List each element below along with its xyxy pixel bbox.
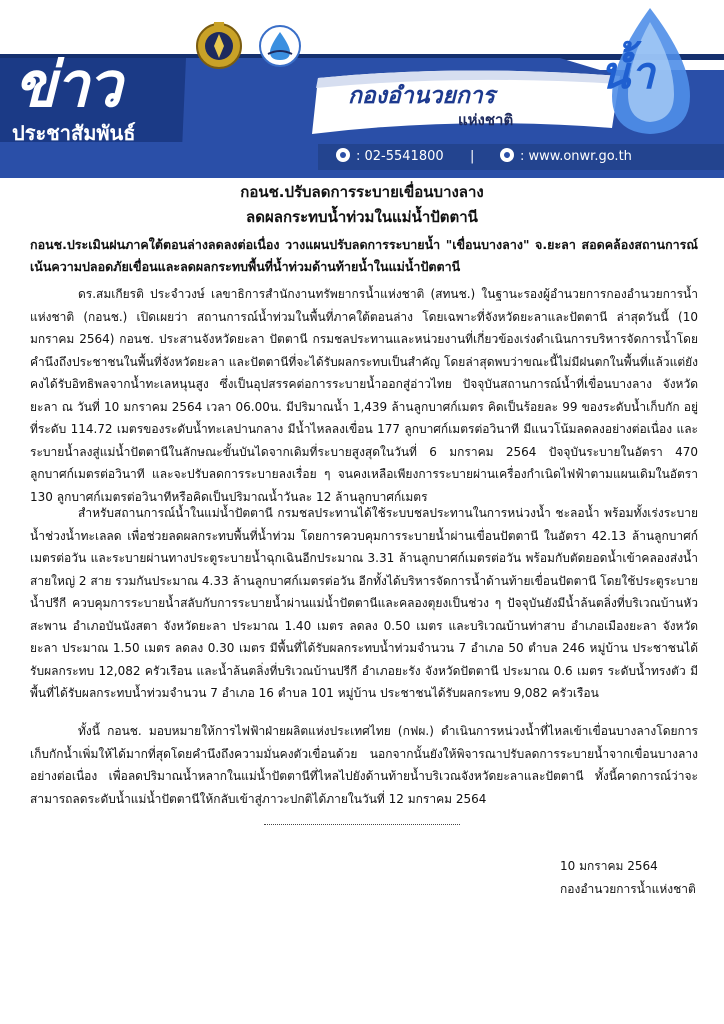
org-water-word: น้ำ	[600, 48, 655, 99]
phone-number: : 02-5541800	[356, 149, 444, 164]
web-contact	[500, 148, 632, 166]
website-url: : www.onwr.go.th	[520, 149, 632, 164]
dotted-divider	[264, 824, 460, 825]
article-title-line1: กอนช.ปรับลดการระบายเขื่อนบางลาง	[240, 183, 484, 201]
article-paragraph-3	[30, 720, 698, 810]
signature-org: กองอำนวยการน้ำแห่งชาติ	[560, 882, 696, 896]
article-paragraph-1	[30, 283, 698, 508]
government-seal-icon	[196, 20, 242, 70]
onwr-logo-icon	[258, 24, 302, 68]
contact-separator: |	[470, 149, 475, 164]
paragraph-2-text: สำหรับสถานการณ์น้ำในแม่น้ำปัตตานี กรมชลประทานได้ใช้ระบบชลประทานในการหน่วงน้ำ ชะลอน้ำ พร้อมทั้งเร่งระบายน้ำช่วงน้ำทะเลลด เพื่อช่วยลดผลกระทบพื้นที่น้ำท่วม โดยการควบคุมการระบายน้ำผ่านเขื่อนปัตตานี ในอัตรา 42.13 ล้านลูกบาศก์เมตรต่อวัน และระบายผ่านทางประตูระบายน้ำฉุกเฉินอีกประมาณ 3.31 ล้านลูกบาศก์เมตรต่อวัน พร้อมกับตัดยอดน้ำเข้าคลองส่งน้ำสายใหญ่ 2 สาย รวมกันประมาณ 4.33 ล้านลูกบาศก์เมตรต่อวัน อีกทั้งได้บริหารจัดการน้ำด้านท้ายเขื่อนปัตตานี โดยใช้ประตูระบายน้ำปรีกี ควบคุมการระบายน้ำสลับกับการระบายน้ำผ่านแม่น้ำปัตตานีและคลองตุยงเป็นช่วง ๆ ปัจจุบันยังมีน้ำล้นตลิ่งที่บริเวณบ้านหัวสะพาน อำเภอบันนังสตา จังหวัดยะลา ประมาณ 1.40 เมตร ลดลง 0.50 เมตร และบริเวณบ้านท่าสาบ อำเภอเมืองยะลา จังหวัดยะลา ประมาณ 1.50 เมตร ลดลง 0.30 เมตร มีพื้นที่ได้รับผลกระทบน้ำท่วมจำนวน 7 อำเภอ 50 ตำบล 246 หมู่บ้าน ประชาชนได้รับผลกระทบ 12,082 ครัวเรือน และน้ำล้นตลิ่งที่บริเวณบ้านปรีกี อำเภอยะรัง จังหวัดปัตตานี ประมาณ 0.6 เมตร ระดับน้ำทรงตัว มีพื้นที่ได้รับผลกระทบน้ำท่วมจำนวน 7 อำเภอ 16 ตำบล 101 หมู่บ้าน ประชาชนได้รับผลกระทบ 9,082 ครัวเรือน	[30, 506, 698, 700]
org-name: กองอำนวยการ	[348, 83, 496, 109]
article-title-line2: ลดผลกระทบน้ำท่วมในแม่น้ำปัตตานี	[246, 208, 478, 226]
web-icon	[500, 148, 514, 162]
paragraph-1-text: ดร.สมเกียรติ ประจำวงษ์ เลขาธิการสำนักงานทรัพยากรน้ำแห่งชาติ (สทนช.) ในฐานะรองผู้อำนวยการกองอำนวยการน้ำแห่งชาติ (กอนช.) เปิดเผยว่า สถานการณ์น้ำท่วมในพื้นที่ภาคใต้ตอนล่าง โดยเฉพาะที่จังหวัดยะลาและปัตตานี ล่าสุดวันนี้ (10 มกราคม 2564) กอนช. ประสานจังหวัดยะลา ปัตตานี กรมชลประทานและหน่วยงานที่เกี่ยวข้องเร่งดำเนินการบริหารจัดการน้ำโดยคำนึงถึงประชาชนในพื้นที่จังหวัดยะลา และปัตตานีที่จะได้รับผลกระทบเป็นสำคัญ โดยล่าสุดพบว่าขณะนี้ไม่มีฝนตกในพื้นที่แล้วแต่ยังคงได้รับอิทธิพลจากน้ำทะเลหนุนสูง ซึ่งเป็นอุปสรรคต่อการระบายน้ำออกสู่อ่าวไทย ปัจจุบันสถานการณ์น้ำที่เขื่อนบางลาง จังหวัดยะลา ณ วันที่ 10 มกราคม 2564 เวลา 06.00น. มีปริมาณน้ำ 1,439 ล้านลูกบาศก์เมตร คิดเป็นร้อยละ 99 ของระดับน้ำเก็บกัก อยู่ที่ระดับ 114.72 เมตรของระดับน้ำทะเลปานกลาง มีน้ำไหลลงเขื่อน 177 ลูกบาศก์เมตรต่อวินาที มีแนวโน้มลดลงอย่างต่อเนื่อง และระบายน้ำลงสู่แม่น้ำปัตตานีในลักษณะขั้นบันไดจากเดิมที่ระบายสูงสุดในวันที่ 6 มกราคม 2564 ปัจจุบันระบายในอัตรา 470 ลูกบาศก์เมตรต่อวินาที และจะปรับลดการระบายลงเรื่อย ๆ จนคงเหลือเพียงการระบายผ่านเครื่องกำเนิดไฟฟ้าตามแผนเดิมในอัตรา 130 ลูกบาศก์เมตรต่อวินาทีหรือคิดเป็นปริมาณน้ำวันละ 12 ล้านลูกบาศก์เมตร	[30, 287, 698, 504]
brand-subtitle: ประชาสัมพันธ์	[12, 121, 136, 145]
phone-icon	[336, 148, 350, 162]
header-banner	[0, 0, 724, 178]
paragraph-3-text: ทั้งนี้ กอนช. มอบหมายให้การไฟฟ้าฝ่ายผลิตแห่งประเทศไทย (กฟผ.) ดำเนินการหน่วงน้ำที่ไหลเข้าเขื่อนบางลางโดยการเก็บกักน้ำเพิ่มให้ได้มากที่สุดโดยคำนึงถึงความมั่นคงตัวเขื่อนด้วย นอกจากนั้นยังให้พิจารณาปรับลดการระบายน้ำจากเขื่อนบางลางอย่างต่อเนื่อง เพื่อลดปริมาณน้ำหลากในแม่น้ำปัตตานีที่ไหลไปยังด้านท้ายน้ำบริเวณจังหวัดยะลาและปัตตานี ทั้งนี้คาดการณ์ว่าจะสามารถลดระดับน้ำแม่น้ำปัตตานีให้กลับเข้าสู่ภาวะปกติได้ภายในวันที่ 12 มกราคม 2564	[30, 724, 698, 806]
article-lead: กอนช.ประเมินฝนภาคใต้ตอนล่างลดลงต่อเนื่อง วางแผนปรับลดการระบายน้ำ "เขื่อนบางลาง" จ.ยะลา สอดคล้องสถานการณ์ เน้นความปลอดภัยเขื่อนและลดผลกระทบพื้นที่น้ำท่วมด้านท้ายน้ำในแม่น้ำปัตตานี	[30, 237, 698, 274]
phone-contact	[336, 148, 444, 166]
brand-word: ข่าว	[14, 48, 121, 121]
article-paragraph-2	[30, 502, 698, 705]
org-suffix: แห่งชาติ	[458, 111, 514, 129]
release-date: 10 มกราคม 2564	[560, 859, 658, 873]
